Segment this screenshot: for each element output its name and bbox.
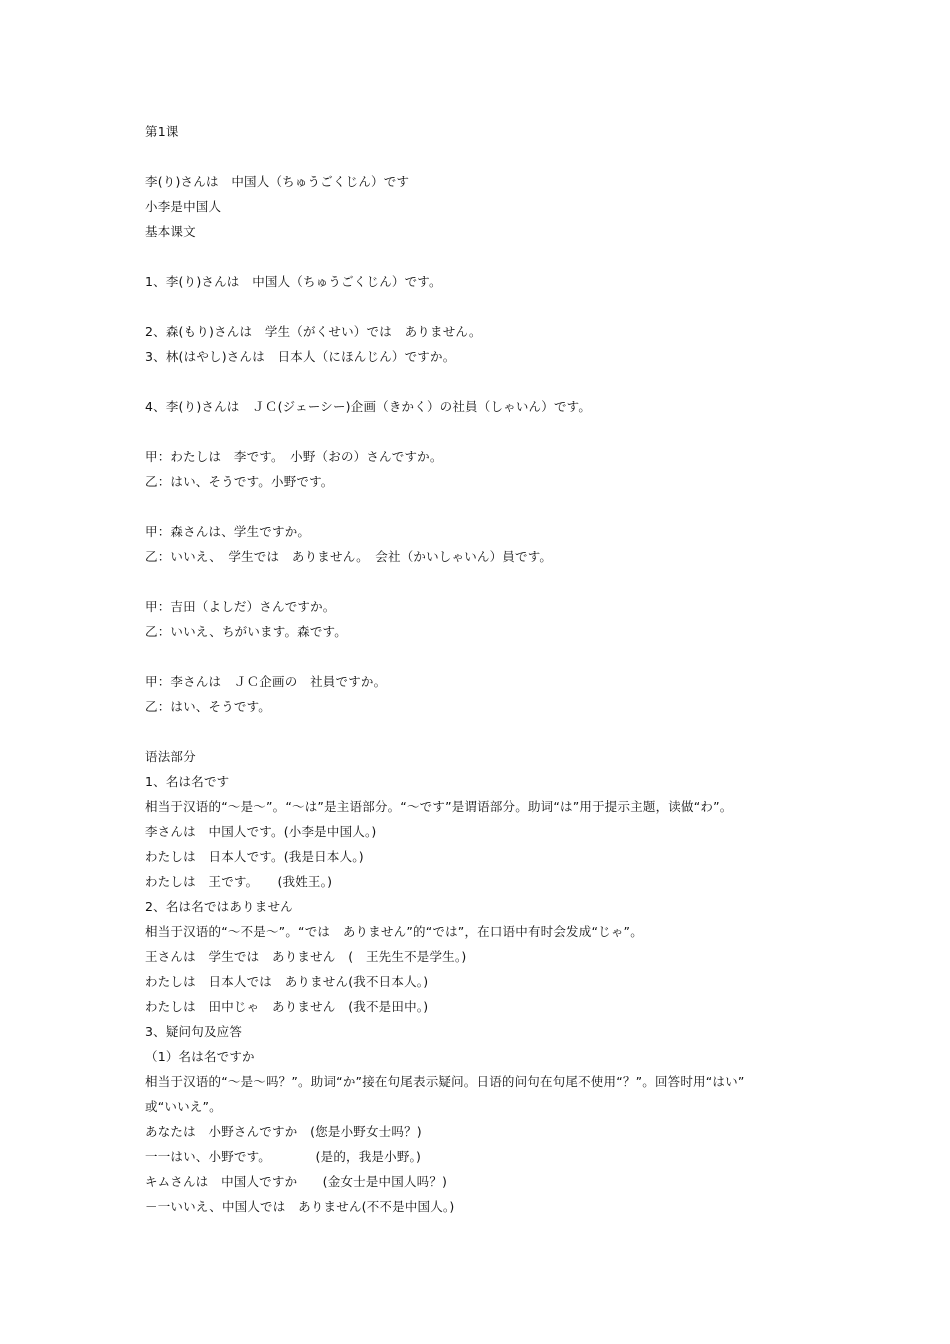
lesson-title: 第1课 xyxy=(145,124,179,139)
grammar-3-explanation-line-1: 相当于汉语的“～是～吗？”。助词“か”接在句尾表示疑问。日语的问句在句尾不使用“？”。回答时用“はい” xyxy=(145,1074,745,1089)
dialog-1-question: 甲：わたしは 李です。 小野（おの）さんですか。 xyxy=(145,449,443,464)
sentence-1: 1、李(り)さんは 中国人（ちゅうごくじん）です。 xyxy=(145,274,442,289)
grammar-2-explanation: 相当于汉语的“～不是～”。“では ありません”的“では”，在口语中有时会发成“じゃ”。 xyxy=(145,924,643,939)
grammar-3-heading: 3、疑问句及应答 xyxy=(145,1024,243,1039)
grammar-1-heading: 1、名は名です xyxy=(145,774,230,789)
grammar-1-explanation: 相当于汉语的“～是～”。“～は”是主语部分。“～です”是谓语部分。助词“は”用于提示主题，读做“わ”。 xyxy=(145,799,733,814)
dialog-2-answer: 乙：いいえ、 学生では ありません。 会社（かいしゃいん）員です。 xyxy=(145,549,553,564)
grammar-2-example-1: 王さんは 学生では ありません ( 王先生不是学生。) xyxy=(145,949,467,964)
grammar-3-subheading: （1）名は名ですか xyxy=(145,1049,255,1064)
grammar-1-example-1: 李さんは 中国人です。(小李是中国人。) xyxy=(145,824,377,839)
dialog-3-answer: 乙：いいえ、ちがいます。森です。 xyxy=(145,624,347,639)
sentence-3: 3、林(はやし)さんは 日本人（にほんじん）ですか。 xyxy=(145,349,456,364)
title-japanese: 李(り)さんは 中国人（ちゅうごくじん）です xyxy=(145,174,410,189)
sentence-4: 4、李(り)さんは ＪＣ(ジェーシー)企画（きかく）の社員（しゃいん）です。 xyxy=(145,399,592,414)
grammar-2-heading: 2、名は名ではありません xyxy=(145,899,293,914)
grammar-3-explanation-line-2: 或“いいえ”。 xyxy=(145,1099,222,1114)
grammar-3-example-2: 一一はい、小野です。 (是的，我是小野。) xyxy=(145,1149,422,1164)
document-page xyxy=(145,119,845,1219)
dialog-3-question: 甲：吉田（よしだ）さんですか。 xyxy=(145,599,336,614)
title-chinese: 小李是中国人 xyxy=(145,199,222,214)
grammar-1-example-2: わたしは 日本人です。(我是日本人。) xyxy=(145,849,364,864)
grammar-3-example-4: －一いいえ、中国人では ありません(不不是中国人。) xyxy=(145,1199,455,1214)
grammar-3-example-3: キムさんは 中国人ですか (金女士是中国人吗？) xyxy=(145,1174,448,1189)
dialog-4-question: 甲：李さんは ＪＣ企画の 社員ですか。 xyxy=(145,674,387,689)
grammar-2-example-3: わたしは 田中じゃ ありません (我不是田中。) xyxy=(145,999,429,1014)
grammar-2-example-2: わたしは 日本人では ありません(我不日本人。) xyxy=(145,974,429,989)
grammar-3-example-1: あなたは 小野さんですか (您是小野女士吗？) xyxy=(145,1124,422,1139)
dialog-2-question: 甲：森さんは、学生ですか。 xyxy=(145,524,311,539)
grammar-1-example-3: わたしは 王です。 (我姓王。) xyxy=(145,874,333,889)
dialog-1-answer: 乙：はい、そうです。小野です。 xyxy=(145,474,334,489)
section-grammar-heading: 语法部分 xyxy=(145,749,196,764)
sentence-2: 2、森(もり)さんは 学生（がくせい）では ありません。 xyxy=(145,324,482,339)
dialog-4-answer: 乙：はい、そうです。 xyxy=(145,699,272,714)
section-basic-heading: 基本课文 xyxy=(145,224,196,239)
